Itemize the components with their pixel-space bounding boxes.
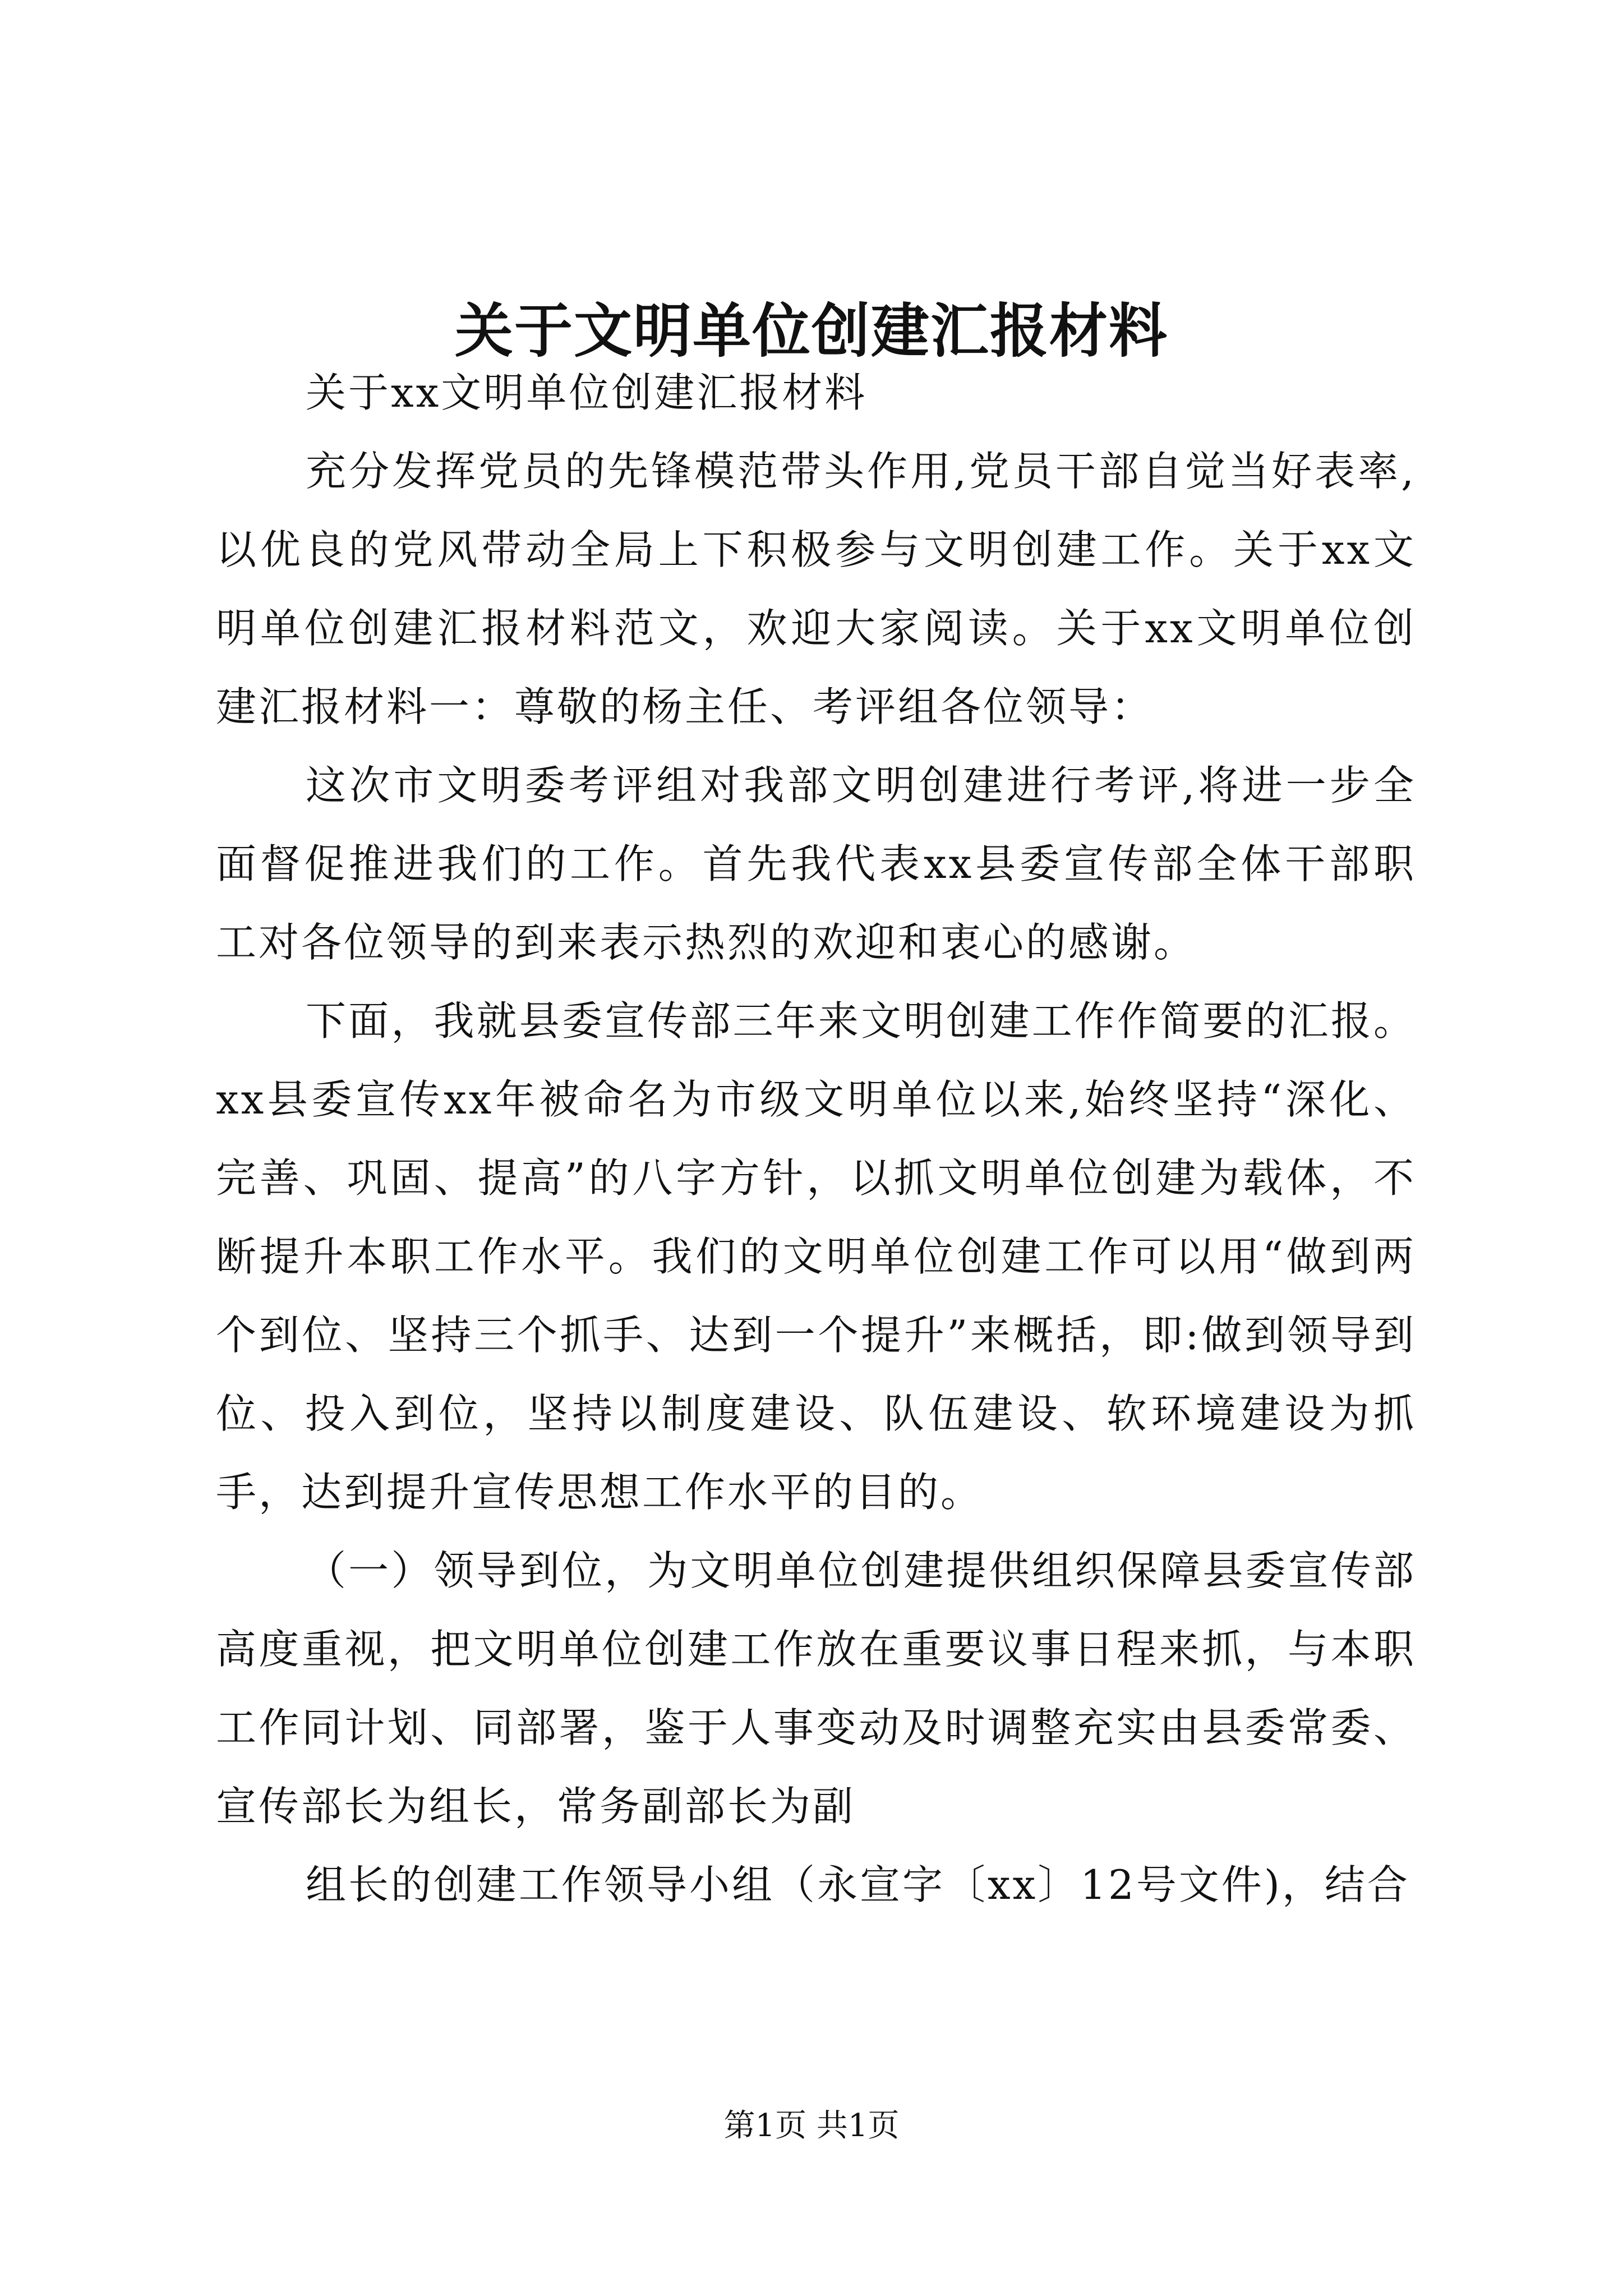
page-footer: 第1页 共1页 — [723, 2108, 900, 2144]
document-body — [216, 353, 1416, 1924]
paragraph-1: 充分发挥党员的先锋模范带头作用,党员干部自觉当好表率,以优良的党风带动全局上下积极参与文明创建工作。关于xx文明单位创建汇报材料范文，欢迎大家阅读。关于xx文明单位创建汇报材料一：尊敬的杨主任、考评组各位领导： — [216, 448, 1416, 730]
paragraph-5: 组长的创建工作领导小组（永宣字〔xx〕12号文件)，结合 — [306, 1861, 1410, 1908]
paragraph-subtitle: 关于xx文明单位创建汇报材料 — [306, 369, 868, 416]
paragraph-3: 下面，我就县委宣传部三年来文明创建工作作简要的汇报。xx县委宣传xx年被命名为市级文明单位以来,始终坚持“深化、完善、巩固、提高”的八字方针，以抓文明单位创建为载体，不断提升本职工作水平。我们的文明单位创建工作可以用“做到两个到位、坚持三个抓手、达到一个提升”来概括，即:做到领导到位、投入到位，坚持以制度建设、队伍建设、软环境建设为抓手，达到提升宣传思想工作水平的目的。 — [216, 997, 1416, 1516]
paragraph-2: 这次市文明委考评组对我部文明创建进行考评,将进一步全面督促推进我们的工作。首先我代表xx县委宣传部全体干部职工对各位领导的到来表示热烈的欢迎和衷心的感谢。 — [216, 762, 1416, 966]
paragraph-4: （一）领导到位，为文明单位创建提供组织保障县委宣传部高度重视，把文明单位创建工作放在重要议事日程来抓，与本职工作同计划、同部署，鉴于人事变动及时调整充实由县委常委、宣传部长为组长，常务副部长为副 — [216, 1547, 1416, 1830]
document-title: 关于文明单位创建汇报材料 — [454, 296, 1168, 365]
